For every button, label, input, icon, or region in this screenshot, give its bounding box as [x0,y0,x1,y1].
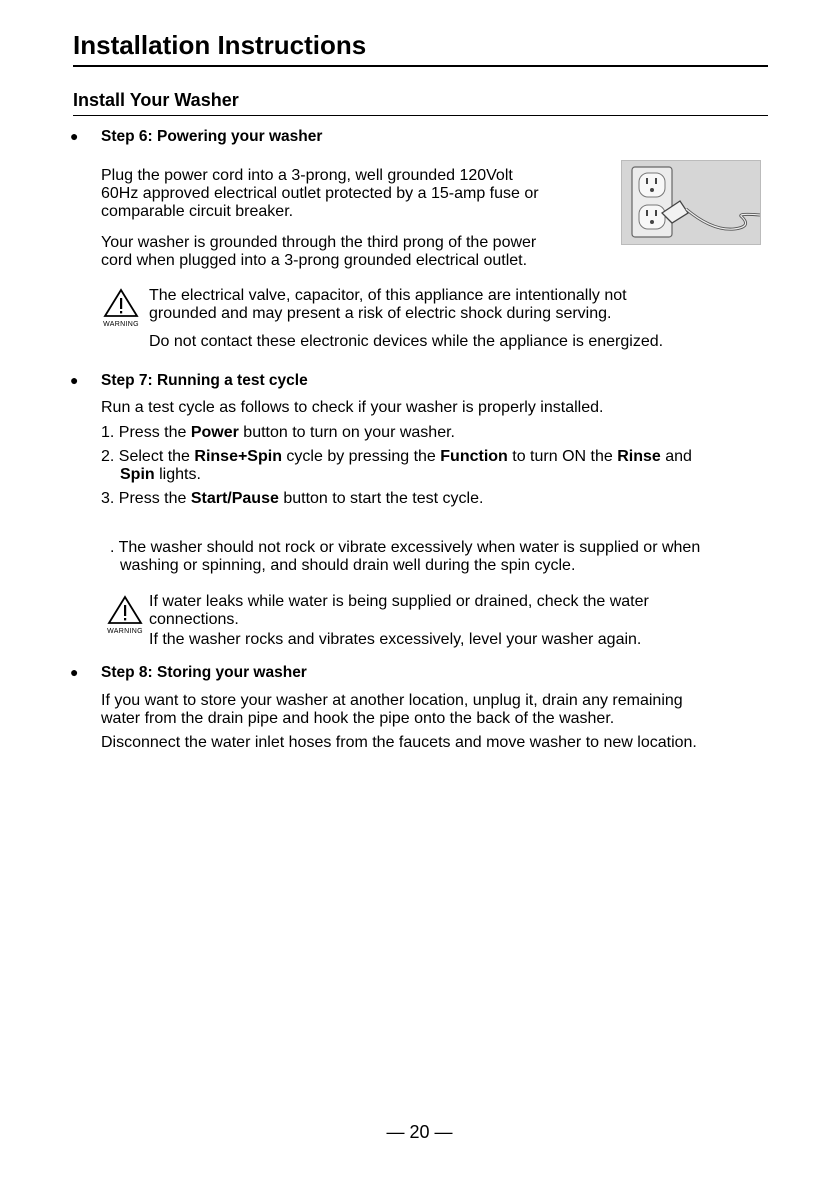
item-text: button to start the test cycle. [278,490,484,507]
step6-heading: Step 6: Powering your washer [101,128,323,145]
item-bold: Rinse [617,448,661,465]
step7-heading: Step 7: Running a test cycle [101,372,308,389]
item-bold: Power [190,424,239,441]
section-divider [73,115,768,116]
item-text: button to turn on your washer. [238,424,455,441]
title-divider [73,65,768,67]
item-text: 3. Press the [101,490,191,507]
bullet-dot-icon: ● [70,664,79,680]
step6-warning-line: The electrical valve, capacitor, of this appliance are intentionally not [149,287,627,304]
step7-warning-text [149,593,649,629]
page-number: — 20 — [386,1122,453,1142]
item-bold: Function [440,448,508,465]
item-text: cycle by pressing the [281,448,441,465]
step6-warning-text [149,287,627,323]
step7-warning-line: If water leaks while water is being supplied or drained, check the water [149,593,649,610]
item-bold: Spin [120,466,155,483]
step8-p1-line: water from the drain pipe and hook the pipe onto the back of the washer. [101,710,615,727]
step8-heading: Step 8: Storing your washer [101,664,307,681]
step6-warning-line-3: Do not contact these electronic devices while the appliance is energized. [149,333,664,350]
step7-intro: Run a test cycle as follows to check if your washer is properly installed. [101,399,604,416]
step8-paragraph-2: Disconnect the water inlet hoses from the faucets and move washer to new location. [101,734,697,751]
warning-triangle-icon [99,288,143,328]
item-bold: Start/Pause [190,490,279,507]
item-text: lights. [154,466,201,483]
bullet-dot-icon: ● [70,372,79,388]
page-title: Installation Instructions [73,30,367,60]
step6-p1-line: comparable circuit breaker. [101,203,294,220]
item-text: to turn ON the [507,448,618,465]
step6-paragraph-1 [101,167,539,221]
step7-warning-line-3: If the washer rocks and vibrates excessively, level your washer again. [149,631,642,648]
step7-note [110,539,700,575]
step8-paragraph-1 [101,692,683,728]
warning-triangle-icon [103,595,147,635]
step7-item-1 [101,424,455,442]
bullet-dot-icon: ● [70,128,79,144]
step6-p1-line: Plug the power cord into a 3-prong, well grounded 120Volt [101,167,513,184]
item-text: and [660,448,692,465]
step6-p2-line: cord when plugged into a 3-prong grounded electrical outlet. [101,252,528,269]
warning-label: WARNING [107,628,143,635]
step8-p1-line: If you want to store your washer at another location, unplug it, drain any remaining [101,692,683,709]
power-outlet-plug-illustration [621,160,761,245]
step6-p1-line: 60Hz approved electrical outlet protected by a 15-amp fuse or [101,185,539,202]
item-text: 2. Select the [101,448,195,465]
section-title: Install Your Washer [73,90,239,110]
item-text: 1. Press the [101,424,191,441]
step6-paragraph-2 [101,234,536,270]
warning-label: WARNING [103,321,139,328]
item-bold: Rinse+Spin [194,448,282,465]
step7-item-2 [101,448,692,484]
step6-p2-line: Your washer is grounded through the third prong of the power [101,234,537,251]
step7-warning-line: connections. [149,611,239,628]
step7-note-line: . The washer should not rock or vibrate excessively when water is supplied or when [110,539,701,556]
step7-item-3 [101,490,483,508]
step7-note-line: washing or spinning, and should drain well during the spin cycle. [120,557,576,574]
step6-warning-line: grounded and may present a risk of electric shock during serving. [149,305,612,322]
